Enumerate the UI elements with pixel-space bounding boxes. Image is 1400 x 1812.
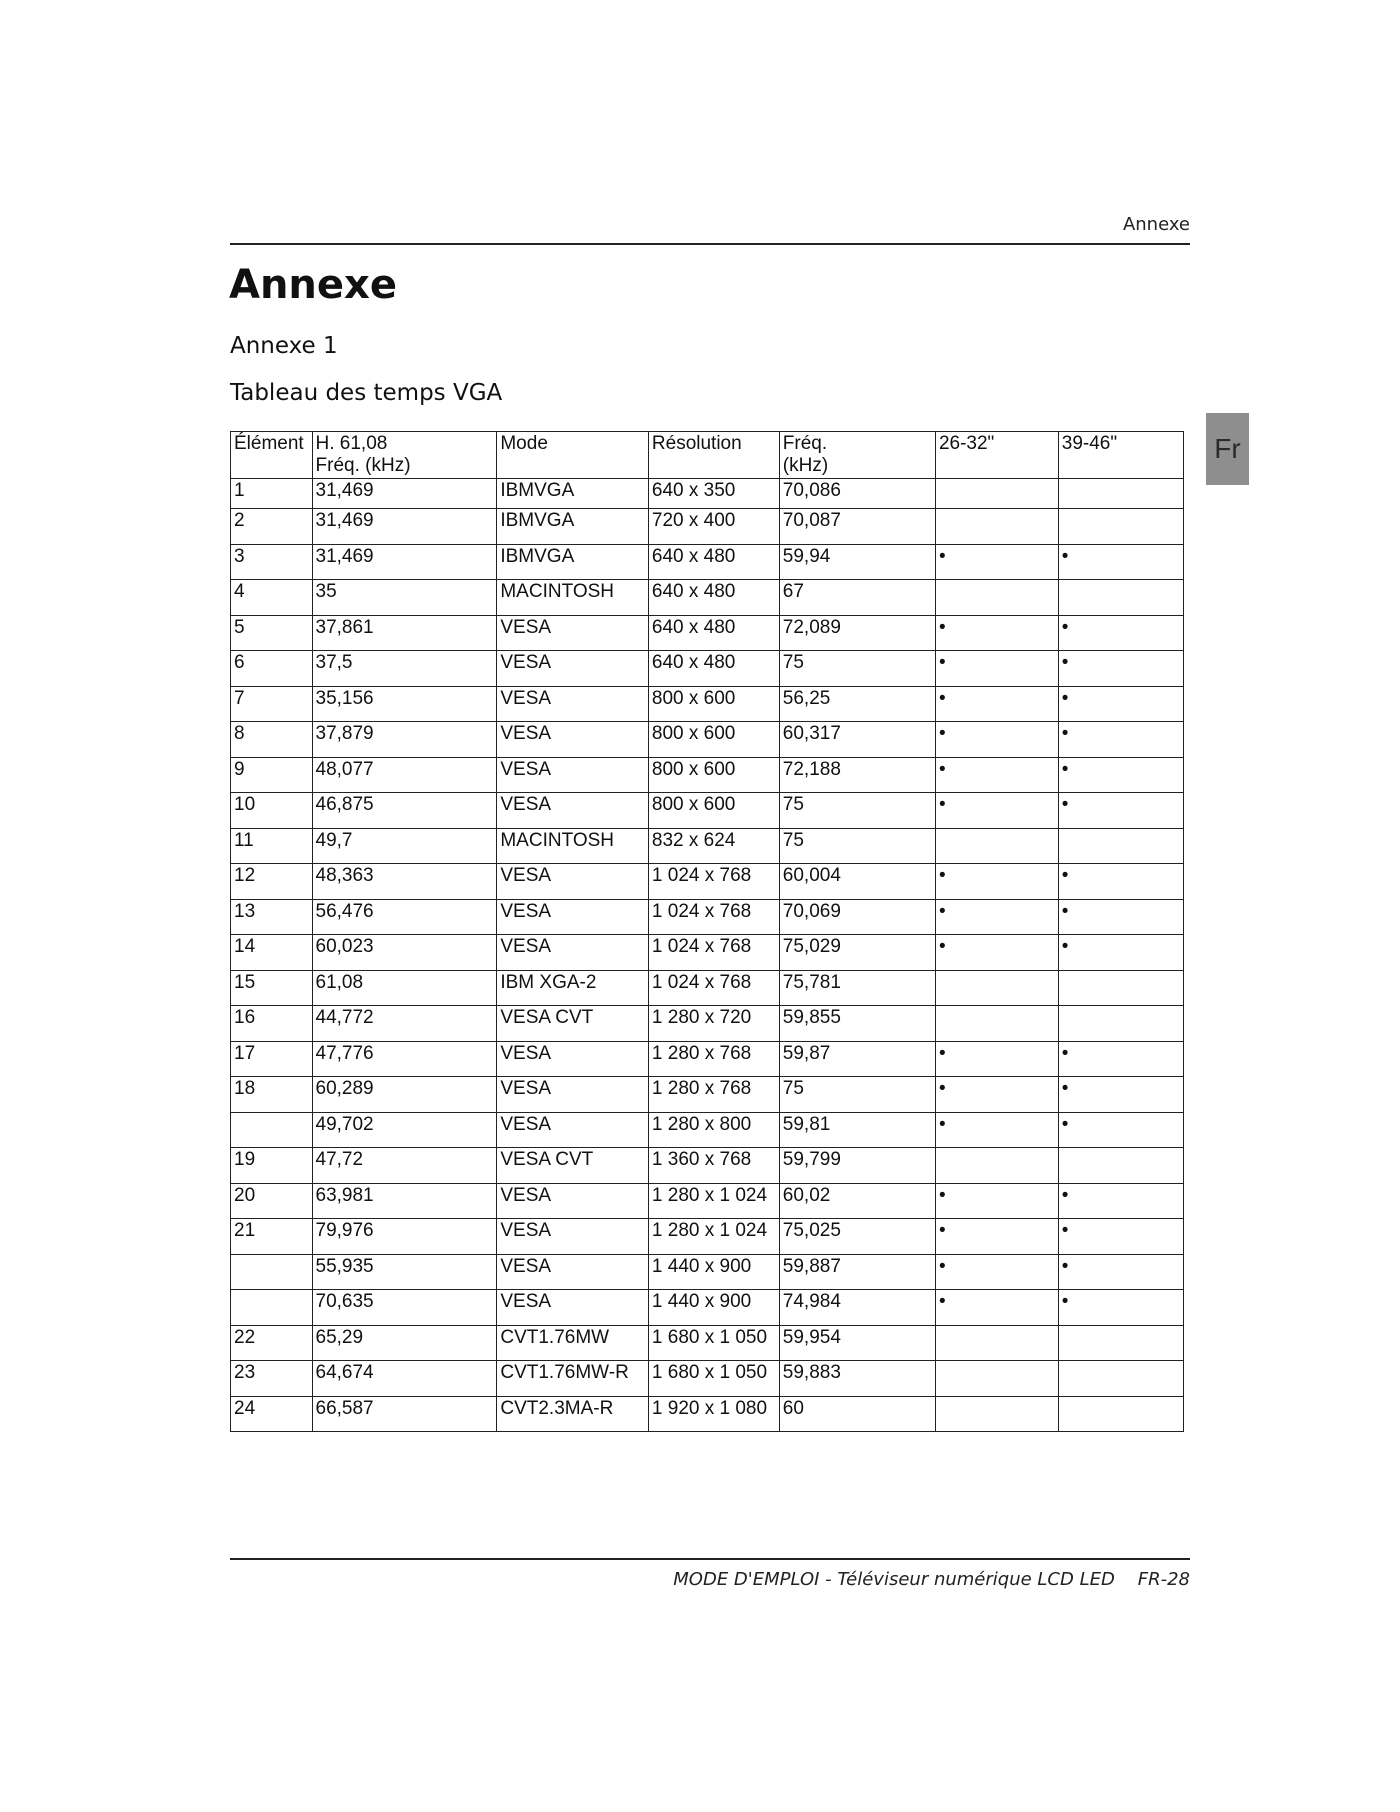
- table-cell: 640 x 350: [648, 479, 779, 509]
- table-row: [231, 686, 1184, 722]
- table-cell: 74,984: [779, 1290, 935, 1326]
- table-cell: 75: [779, 793, 935, 829]
- table-cell: 56,476: [312, 899, 497, 935]
- language-tab: Fr: [1206, 413, 1249, 485]
- table-cell: VESA: [497, 1290, 649, 1326]
- table-cell: VESA: [497, 864, 649, 900]
- table-cell: 60,02: [779, 1183, 935, 1219]
- table-cell: 4: [231, 580, 313, 616]
- table-row: [231, 1219, 1184, 1255]
- table-cell: 640 x 480: [648, 651, 779, 687]
- table-cell: 72,188: [779, 757, 935, 793]
- table-row: [231, 1006, 1184, 1042]
- table-row: [231, 1254, 1184, 1290]
- table-cell: [935, 580, 1058, 616]
- table-cell: 31,469: [312, 479, 497, 509]
- table-cell: 31,469: [312, 544, 497, 580]
- table-row: [231, 1396, 1184, 1432]
- table-cell: [1058, 509, 1183, 545]
- table-cell: •: [1058, 1112, 1183, 1148]
- column-header: Élément: [231, 432, 313, 479]
- table-row: [231, 828, 1184, 864]
- table-cell: [1058, 479, 1183, 509]
- table-cell: •: [935, 722, 1058, 758]
- table-cell: •: [1058, 1183, 1183, 1219]
- page-footer: MODE D'EMPLOI - Téléviseur numérique LCD LED FR-28: [673, 1569, 1190, 1590]
- table-row: [231, 580, 1184, 616]
- table-cell: 70,069: [779, 899, 935, 935]
- table-cell: 7: [231, 686, 313, 722]
- table-cell: IBM XGA-2: [497, 970, 649, 1006]
- table-cell: 18: [231, 1077, 313, 1113]
- table-row: [231, 615, 1184, 651]
- table-cell: 66,587: [312, 1396, 497, 1432]
- table-cell: 640 x 480: [648, 544, 779, 580]
- table-cell: [935, 828, 1058, 864]
- table-cell: [1058, 828, 1183, 864]
- table-cell: •: [935, 1219, 1058, 1255]
- table-cell: 1 024 x 768: [648, 970, 779, 1006]
- table-cell: 1 920 x 1 080: [648, 1396, 779, 1432]
- table-cell: •: [935, 1254, 1058, 1290]
- table-cell: 800 x 600: [648, 793, 779, 829]
- table-cell: VESA: [497, 722, 649, 758]
- table-cell: •: [1058, 1290, 1183, 1326]
- table-row: [231, 479, 1184, 509]
- table-cell: VESA: [497, 651, 649, 687]
- table-cell: 640 x 480: [648, 615, 779, 651]
- table-cell: 70,087: [779, 509, 935, 545]
- table-cell: VESA: [497, 935, 649, 971]
- table-row: [231, 722, 1184, 758]
- table-cell: 1 280 x 768: [648, 1077, 779, 1113]
- table-cell: [935, 1361, 1058, 1397]
- table-cell: 47,776: [312, 1041, 497, 1077]
- table-cell: •: [1058, 651, 1183, 687]
- table-cell: VESA: [497, 686, 649, 722]
- table-cell: •: [935, 1077, 1058, 1113]
- table-row: [231, 1112, 1184, 1148]
- table-cell: 19: [231, 1148, 313, 1184]
- table-cell: 832 x 624: [648, 828, 779, 864]
- table-cell: 800 x 600: [648, 686, 779, 722]
- table-cell: [1058, 1396, 1183, 1432]
- table-cell: •: [1058, 935, 1183, 971]
- table-cell: CVT1.76MW-R: [497, 1361, 649, 1397]
- table-cell: •: [1058, 1254, 1183, 1290]
- table-cell: 35: [312, 580, 497, 616]
- table-cell: •: [935, 864, 1058, 900]
- table-cell: [935, 970, 1058, 1006]
- column-header: Résolution: [648, 432, 779, 479]
- table-cell: [935, 1396, 1058, 1432]
- table-cell: VESA: [497, 1112, 649, 1148]
- table-cell: 59,887: [779, 1254, 935, 1290]
- table-cell: 12: [231, 864, 313, 900]
- table-cell: 56,25: [779, 686, 935, 722]
- running-header: Annexe: [1122, 214, 1190, 235]
- column-header: 39-46": [1058, 432, 1183, 479]
- table-cell: VESA: [497, 793, 649, 829]
- table-row: [231, 899, 1184, 935]
- table-cell: •: [935, 793, 1058, 829]
- table-cell: 49,7: [312, 828, 497, 864]
- table-cell: 75: [779, 651, 935, 687]
- table-row: [231, 1290, 1184, 1326]
- table-cell: 59,954: [779, 1325, 935, 1361]
- table-cell: IBMVGA: [497, 479, 649, 509]
- table-cell: 37,5: [312, 651, 497, 687]
- table-cell: CVT2.3MA-R: [497, 1396, 649, 1432]
- table-cell: •: [935, 615, 1058, 651]
- table-cell: 75: [779, 1077, 935, 1113]
- vga-timing-table: [230, 431, 1184, 1432]
- table-cell: IBMVGA: [497, 509, 649, 545]
- table-cell: 24: [231, 1396, 313, 1432]
- table-cell: 72,089: [779, 615, 935, 651]
- table-cell: 59,799: [779, 1148, 935, 1184]
- table-cell: •: [1058, 1219, 1183, 1255]
- table-cell: •: [935, 1112, 1058, 1148]
- table-cell: •: [935, 1041, 1058, 1077]
- table-cell: 640 x 480: [648, 580, 779, 616]
- table-cell: VESA: [497, 899, 649, 935]
- table-cell: 75,025: [779, 1219, 935, 1255]
- table-cell: 5: [231, 615, 313, 651]
- table-cell: •: [1058, 1077, 1183, 1113]
- table-cell: 70,635: [312, 1290, 497, 1326]
- table-cell: 47,72: [312, 1148, 497, 1184]
- table-row: [231, 864, 1184, 900]
- table-row: [231, 1041, 1184, 1077]
- table-cell: 65,29: [312, 1325, 497, 1361]
- table-cell: 16: [231, 1006, 313, 1042]
- table-cell: 2: [231, 509, 313, 545]
- table-cell: 6: [231, 651, 313, 687]
- table-cell: 1 280 x 768: [648, 1041, 779, 1077]
- table-cell: [935, 1325, 1058, 1361]
- table-cell: 48,077: [312, 757, 497, 793]
- table-cell: •: [1058, 544, 1183, 580]
- table-cell: 22: [231, 1325, 313, 1361]
- table-cell: 800 x 600: [648, 757, 779, 793]
- table-cell: 1: [231, 479, 313, 509]
- table-cell: 1 280 x 1 024: [648, 1183, 779, 1219]
- table-cell: VESA: [497, 757, 649, 793]
- column-header: Fréq. (kHz): [779, 432, 935, 479]
- table-cell: 75,781: [779, 970, 935, 1006]
- section-subtitle: Annexe 1: [230, 333, 338, 359]
- table-cell: •: [935, 1183, 1058, 1219]
- table-cell: 8: [231, 722, 313, 758]
- table-cell: 60,004: [779, 864, 935, 900]
- table-cell: 9: [231, 757, 313, 793]
- table-cell: •: [1058, 864, 1183, 900]
- table-cell: [1058, 970, 1183, 1006]
- table-cell: 1 280 x 720: [648, 1006, 779, 1042]
- table-cell: •: [1058, 615, 1183, 651]
- table-cell: 59,855: [779, 1006, 935, 1042]
- table-cell: •: [1058, 757, 1183, 793]
- table-cell: VESA: [497, 1219, 649, 1255]
- table-cell: •: [935, 899, 1058, 935]
- table-cell: [935, 479, 1058, 509]
- table-cell: [935, 1006, 1058, 1042]
- table-cell: •: [1058, 793, 1183, 829]
- table-cell: [231, 1290, 313, 1326]
- column-header: Mode: [497, 432, 649, 479]
- table-cell: 1 024 x 768: [648, 899, 779, 935]
- table-cell: •: [935, 544, 1058, 580]
- table-cell: 60: [779, 1396, 935, 1432]
- table-row: [231, 970, 1184, 1006]
- table-cell: 17: [231, 1041, 313, 1077]
- table-cell: 14: [231, 935, 313, 971]
- column-header: H. 61,08 Fréq. (kHz): [312, 432, 497, 479]
- table-cell: 23: [231, 1361, 313, 1397]
- table-cell: 13: [231, 899, 313, 935]
- table-cell: 64,674: [312, 1361, 497, 1397]
- table-cell: VESA: [497, 1077, 649, 1113]
- table-cell: 1 680 x 1 050: [648, 1361, 779, 1397]
- table-row: [231, 1183, 1184, 1219]
- table-cell: IBMVGA: [497, 544, 649, 580]
- table-cell: 1 024 x 768: [648, 864, 779, 900]
- table-cell: [1058, 1325, 1183, 1361]
- table-cell: 1 440 x 900: [648, 1290, 779, 1326]
- table-row: [231, 793, 1184, 829]
- table-cell: VESA CVT: [497, 1006, 649, 1042]
- table-cell: •: [935, 935, 1058, 971]
- table-cell: VESA: [497, 1041, 649, 1077]
- table-cell: 21: [231, 1219, 313, 1255]
- table-header-row: [231, 432, 1184, 479]
- table-cell: 46,875: [312, 793, 497, 829]
- table-cell: VESA: [497, 1254, 649, 1290]
- table-cell: •: [935, 651, 1058, 687]
- table-row: [231, 935, 1184, 971]
- table-title: Tableau des temps VGA: [230, 380, 503, 406]
- table-cell: VESA: [497, 615, 649, 651]
- table-row: [231, 1148, 1184, 1184]
- table-cell: 61,08: [312, 970, 497, 1006]
- table-cell: 20: [231, 1183, 313, 1219]
- table-cell: •: [935, 757, 1058, 793]
- table-cell: 37,879: [312, 722, 497, 758]
- table-cell: 60,023: [312, 935, 497, 971]
- table-cell: 1 440 x 900: [648, 1254, 779, 1290]
- table-cell: 75,029: [779, 935, 935, 971]
- table-cell: 800 x 600: [648, 722, 779, 758]
- table-row: [231, 1361, 1184, 1397]
- table-cell: 720 x 400: [648, 509, 779, 545]
- table-cell: •: [935, 686, 1058, 722]
- table-cell: 60,317: [779, 722, 935, 758]
- table-row: [231, 651, 1184, 687]
- table-cell: 59,94: [779, 544, 935, 580]
- table-cell: [1058, 1148, 1183, 1184]
- table-cell: •: [935, 1290, 1058, 1326]
- page-title: Annexe: [229, 262, 397, 308]
- table-cell: 44,772: [312, 1006, 497, 1042]
- table-cell: 35,156: [312, 686, 497, 722]
- table-cell: 1 680 x 1 050: [648, 1325, 779, 1361]
- table-cell: 75: [779, 828, 935, 864]
- table-row: [231, 1325, 1184, 1361]
- table-cell: •: [1058, 899, 1183, 935]
- table-cell: 59,883: [779, 1361, 935, 1397]
- table-cell: 10: [231, 793, 313, 829]
- table-cell: 3: [231, 544, 313, 580]
- table-cell: 67: [779, 580, 935, 616]
- table-row: [231, 757, 1184, 793]
- table-cell: •: [1058, 686, 1183, 722]
- column-header: 26-32": [935, 432, 1058, 479]
- table-cell: MACINTOSH: [497, 580, 649, 616]
- table-row: [231, 509, 1184, 545]
- table-cell: [231, 1112, 313, 1148]
- table-cell: [1058, 1006, 1183, 1042]
- table-cell: •: [1058, 722, 1183, 758]
- table-cell: 1 280 x 800: [648, 1112, 779, 1148]
- table-cell: 48,363: [312, 864, 497, 900]
- table-cell: 79,976: [312, 1219, 497, 1255]
- table-cell: 63,981: [312, 1183, 497, 1219]
- table-cell: [935, 509, 1058, 545]
- table-cell: 31,469: [312, 509, 497, 545]
- table-row: [231, 544, 1184, 580]
- table-cell: VESA CVT: [497, 1148, 649, 1184]
- table-cell: 55,935: [312, 1254, 497, 1290]
- table-cell: •: [1058, 1041, 1183, 1077]
- table-cell: 49,702: [312, 1112, 497, 1148]
- table-cell: 60,289: [312, 1077, 497, 1113]
- table-cell: 1 024 x 768: [648, 935, 779, 971]
- table-cell: [231, 1254, 313, 1290]
- header-rule: [230, 243, 1190, 245]
- table-cell: [1058, 1361, 1183, 1397]
- table-cell: CVT1.76MW: [497, 1325, 649, 1361]
- table-cell: 1 280 x 1 024: [648, 1219, 779, 1255]
- table-cell: [935, 1148, 1058, 1184]
- footer-rule: [230, 1558, 1190, 1560]
- table-cell: 1 360 x 768: [648, 1148, 779, 1184]
- table-cell: 37,861: [312, 615, 497, 651]
- table-cell: 59,81: [779, 1112, 935, 1148]
- table-cell: 70,086: [779, 479, 935, 509]
- table-cell: 15: [231, 970, 313, 1006]
- table-cell: 59,87: [779, 1041, 935, 1077]
- table-cell: [1058, 580, 1183, 616]
- table-row: [231, 1077, 1184, 1113]
- table-cell: 11: [231, 828, 313, 864]
- table-cell: VESA: [497, 1183, 649, 1219]
- table-cell: MACINTOSH: [497, 828, 649, 864]
